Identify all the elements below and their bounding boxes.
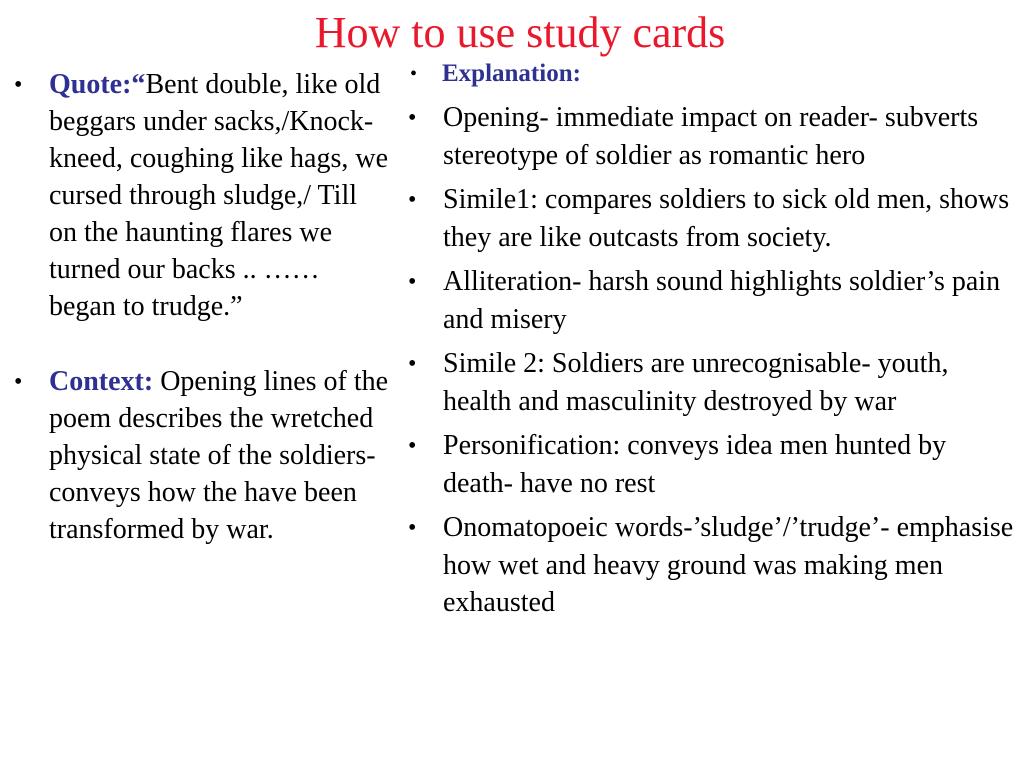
- context-bullet: [14, 363, 389, 548]
- quote-text: Bent double, like old beggars under sacks,/Knock-kneed, coughing like hags, we cursed through sludge,/ Till on the haunting flares we turned our backs .. …… began to trudge.”: [49, 69, 389, 322]
- explanation-point: [408, 427, 1020, 502]
- explanation-heading-bullet: [408, 56, 1020, 92]
- right-column: [408, 56, 1020, 622]
- explanation-point: [408, 181, 1020, 256]
- explanation-point: [408, 509, 1020, 622]
- bullet-icon: •: [14, 72, 23, 98]
- explanation-point: [408, 99, 1020, 174]
- explanation-point-text: Simile1: compares soldiers to sick old men, shows they are like outcasts from society.: [443, 184, 1010, 253]
- left-column: [14, 66, 389, 548]
- explanation-point-text: Simile 2: Soldiers are unrecognisable- youth, health and masculinity destroyed by war: [443, 348, 949, 417]
- bullet-icon: •: [408, 187, 417, 213]
- bullet-icon: •: [408, 515, 417, 541]
- explanation-point: [408, 345, 1020, 420]
- explanation-point-text: Onomatopoeic words-’sludge’/’trudge’- emphasise how wet and heavy ground was making men exhausted: [443, 512, 1014, 618]
- quote-bullet: [14, 66, 389, 325]
- explanation-point-text: Alliteration- harsh sound highlights soldier’s pain and misery: [443, 266, 1001, 335]
- explanation-point-text: Opening- immediate impact on reader- subverts stereotype of soldier as romantic hero: [443, 102, 979, 171]
- bullet-icon: •: [14, 369, 23, 395]
- bullet-icon: •: [408, 433, 417, 459]
- bullet-icon: •: [410, 63, 418, 85]
- explanation-heading: Explanation:: [442, 60, 581, 87]
- explanation-point-text: Personification: conveys idea men hunted by death- have no rest: [443, 430, 947, 499]
- context-label: Context:: [49, 366, 154, 397]
- bullet-icon: •: [408, 351, 417, 377]
- slide-title: How to use study cards: [314, 8, 726, 57]
- bullet-icon: •: [408, 269, 417, 295]
- quote-label: Quote:“: [49, 69, 146, 100]
- context-text: Opening lines of the poem describes the wretched physical state of the soldiers- conveys how the have been transformed by war.: [49, 366, 389, 545]
- bullet-icon: •: [408, 105, 417, 131]
- explanation-point: [408, 263, 1020, 338]
